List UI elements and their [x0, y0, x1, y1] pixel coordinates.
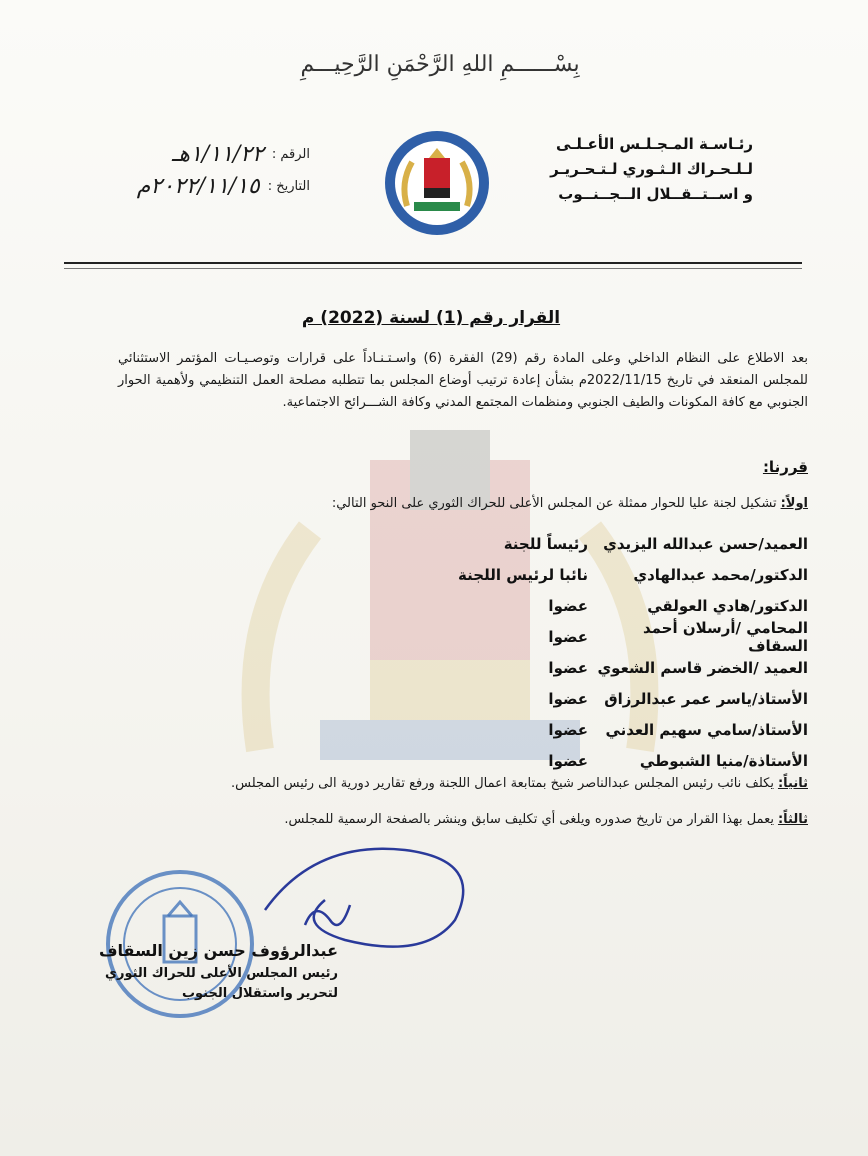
list-item — [358, 618, 808, 655]
member-role: عضوا — [548, 751, 588, 770]
signer-block — [98, 938, 338, 1004]
member-name: المحامي /أرسلان أحمد السقاف — [642, 618, 808, 655]
org-line-3: و اســتــقــلال الــجــنــوب — [558, 185, 753, 203]
list-item — [358, 528, 808, 559]
bismillah: بِسْــــــمِ اللهِ الرَّحْمَنِ الرَّحِيـــمِ — [300, 52, 580, 77]
member-name: الأستاذ/سامي سهيم العدني — [605, 720, 808, 739]
member-name: الدكتور/محمد عبدالهادي — [633, 565, 808, 584]
member-name: الدكتور/هادي العولقي — [647, 596, 808, 615]
clause-first-lead: اولاً: — [780, 496, 808, 511]
reference-number-row — [60, 138, 310, 170]
list-item — [358, 745, 808, 776]
member-name: العميد/حسن عبدالله اليزيدي — [603, 534, 808, 553]
clause-second-lead: ثانياً: — [777, 776, 808, 791]
date-row — [60, 170, 310, 202]
clause-second — [231, 776, 808, 791]
resolved-heading: قررنا: — [762, 458, 808, 476]
decision-preamble: بعد الاطلاع على النظام الداخلي وعلى المادة رقم (29) الفقرة (6) واسـتـنـاداً على قرارات وتوصـيـات المؤتمر الاستثنائي للمجلس المنعقد في تاريخ 2022/11/15م بشأن إعادة ترتيب أوضاع المجلس بما تتطلبه مصلحة العمل التنظيمي ولأهمية الحوار الجنوبي مع كافة المكونات والطيف الجنوبي ومنظمات المجتمع المدني وكافة الشـــرائح الاجتماعية. — [118, 351, 808, 410]
clause-first — [332, 496, 808, 511]
header-divider-thin — [64, 268, 802, 269]
signer-name: عبدالرؤوف حسن زين السقاف — [98, 941, 338, 960]
member-role: نائبا لرئيس اللجنة — [458, 565, 588, 584]
list-item — [358, 652, 808, 683]
member-name: الأستاذة/منيا الشبوطي — [639, 751, 808, 770]
clause-third — [284, 812, 808, 827]
reference-number-value: ١/١١/٢٢هـ — [171, 141, 264, 167]
clause-second-text: يكلف نائب رئيس المجلس عبدالناصر شيخ بمتابعة اعمال اللجنة ورفع تقارير دورية الى رئيس المجلس. — [231, 776, 774, 791]
member-name: الأستاذ/ياسر عمر عبدالرزاق — [604, 689, 808, 708]
signer-title-1: رئيس المجلس الأعلى للحراك الثوري — [105, 966, 338, 981]
committee-members-list — [358, 528, 808, 776]
clause-third-text: يعمل بهذا القرار من تاريخ صدوره ويلغى أي تكليف سابق وينشر بالصفحة الرسمية للمجلس. — [284, 812, 774, 827]
org-line-2: لـلـحـراك الـثـوري لـتـحـريـر — [550, 160, 753, 178]
member-role: عضوا — [548, 596, 588, 615]
list-item — [358, 714, 808, 745]
member-role: عضوا — [548, 658, 588, 677]
date-value: ٢٠٢٢/١١/١٥م — [136, 173, 260, 199]
member-role: عضوا — [548, 689, 588, 708]
decision-title: القرار رقم (1) لسنة (2022) م — [301, 308, 561, 328]
list-item — [358, 590, 808, 621]
reference-number-label: الرقم : — [271, 146, 310, 162]
council-logo-emblem — [382, 128, 492, 238]
reference-block — [60, 138, 310, 202]
org-line-1: رئـاسـة المـجـلـس الأعـلـى — [556, 135, 753, 153]
member-name: العميد /الخضر قاسم الشعوي — [597, 658, 808, 677]
date-label: التاريخ : — [267, 178, 310, 194]
clause-third-lead: ثالثاً: — [777, 812, 808, 827]
header-divider — [64, 262, 802, 264]
list-item — [358, 559, 808, 590]
member-role: عضوا — [548, 627, 588, 646]
member-role: عضوا — [548, 720, 588, 739]
signer-title-2: لتحرير واستقلال الجنوب — [181, 986, 338, 1001]
member-role: رئيساً للجنة — [503, 534, 588, 553]
clause-first-text: تشكيل لجنة عليا للحوار ممثلة عن المجلس الأعلى للحراك الثوري على النحو التالي: — [331, 496, 777, 511]
list-item — [358, 683, 808, 714]
organization-name — [533, 132, 753, 207]
